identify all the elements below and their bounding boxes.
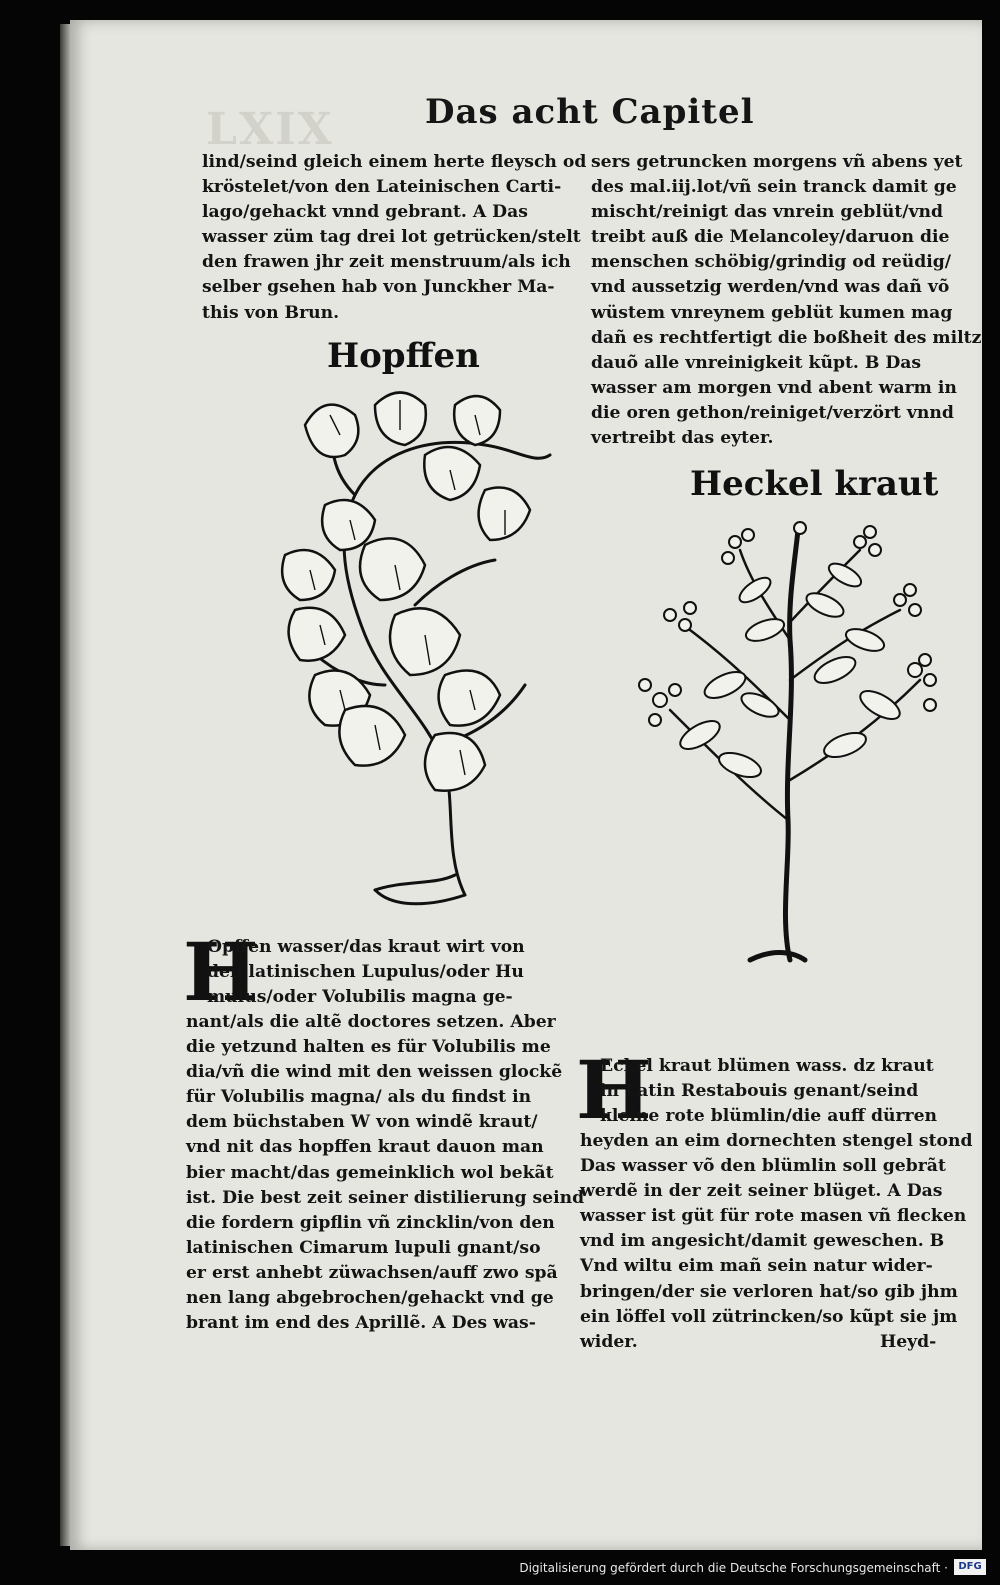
hops-plant-woodcut [265,385,565,925]
text-line: des mal.iij.lot/vñ sein tranck damit ge [591,177,957,198]
text-line: mulus/oder Volubilis magna ge- [207,987,513,1008]
folio-number: LXIX [206,104,334,155]
text-line: wasser ist güt für rote masen vñ flecken [580,1206,967,1227]
text-line: die oren gethon/reiniget/verzört vnnd [591,402,954,423]
text-line: menschen schöbig/grindig od reüdig/ [591,252,952,273]
text-line: dauõ alle vnreinigkeit kũpt. B Das [591,352,922,373]
text-line: bringen/der sie verloren hat/so gib jhm [580,1281,958,1302]
text-line: Das wasser võ den blümlin soll gebrãt [580,1156,946,1177]
text-line: ist. Die best zeit seiner distilierung seind [186,1187,585,1208]
text-line: in Latin Restabouis genant/seind [600,1081,919,1102]
hopffen-drop-cap: H [183,925,259,1019]
text-line: Vnd wiltu eim mañ sein natur wider- [580,1256,933,1277]
text-line: vnd nit das hopffen kraut dauon man [186,1137,544,1158]
text-line: dem büchstaben W von windẽ kraut/ [186,1112,538,1133]
text-line: vnd im angesicht/damit geweschen. B [580,1231,945,1252]
text-line: wasser am morgen vnd abent warm in [591,377,957,398]
text-line: den latinischen Lupulus/oder Hu [207,962,524,983]
text-line: nen lang abgebrochen/gehackt vnd ge [186,1288,554,1309]
text-line: ein löffel voll zütrincken/so kũpt sie jm [580,1306,958,1327]
text-line: bier macht/das gemeinklich wol bekãt [186,1162,554,1183]
text-line: lind/seind gleich einem herte fleysch od [202,152,587,172]
text-line: latinischen Cimarum lupuli gnant/so [186,1237,541,1258]
heckel-drop-cap: H [576,1043,652,1137]
text-line: brant im end des Aprillẽ. A Des was- [186,1313,536,1334]
text-line: vertreibt das eyter. [591,428,774,449]
hopffen-text-indent [207,935,525,1010]
text-line: dia/vñ die wind mit den weissen glockẽ [186,1062,563,1083]
text-line: heyden an eim dornechten stengel stond [580,1131,973,1151]
funding-notice: Digitalisierung gefördert durch die Deutsche Forschungsgemeinschaft · [519,1561,948,1575]
chapter-heading: Das acht Capitel [425,92,755,132]
text-line: this von Brun. [202,302,340,323]
dfg-logo: DFG [954,1559,986,1575]
text-line: die fordern gipflin vñ zincklin/von den [186,1212,555,1233]
catchword: Heyd- [880,1332,937,1352]
text-line: kröstelet/von den Lateinischen Carti- [202,177,562,198]
text-line: lago/gehackt vnnd gebrant. A Das [202,202,528,223]
heckel-kraut-woodcut [630,520,950,970]
text-line: er erst anhebt züwachsen/auff zwo spã [186,1262,558,1283]
text-line: mischt/reinigt das vnrein geblüt/vnd [591,202,944,223]
text-line: dañ es rechtfertigt die boßheit des miltz [591,327,982,348]
text-line: den frawen jhr zeit menstruum/als ich [202,252,571,273]
left-column-top-text [202,150,586,326]
text-line: wüstem vnreynem geblüt kumen mag [591,302,953,323]
text-line: Opffen wasser/das kraut wirt von [207,937,525,957]
text-line: kleine rote blümlin/die auff dürren [600,1106,938,1127]
text-line: für Volubilis magna/ als du findst in [186,1087,532,1108]
hopffen-title: Hopffen [327,336,480,376]
text-line: vnd aussetzig werden/vnd was dañ võ [591,277,950,298]
heckel-text-indent [600,1054,937,1129]
text-line: wasser züm tag drei lot getrücken/stelt [202,227,581,248]
heckel-kraut-title: Heckel kraut [690,464,939,504]
text-line: die yetzund halten es für Volubilis me [186,1037,551,1058]
hopffen-text [186,1010,584,1336]
text-line: sers getruncken morgens vñ abens yet [591,152,963,172]
text-line: nant/als die altẽ doctores setzen. Aber [186,1012,556,1032]
text-line: selber gsehen hab von Junckher Ma- [202,277,555,298]
text-line: wider. [580,1331,638,1352]
text-line: werdẽ in der zeit seiner blüget. A Das [580,1181,943,1202]
right-column-top-text [591,150,981,451]
text-line: Eckel kraut blümen wass. dz kraut [600,1056,934,1076]
text-line: treibt auß die Melancoley/daruon die [591,227,950,248]
heckel-text [580,1129,973,1355]
footer-bar [0,1553,1000,1585]
